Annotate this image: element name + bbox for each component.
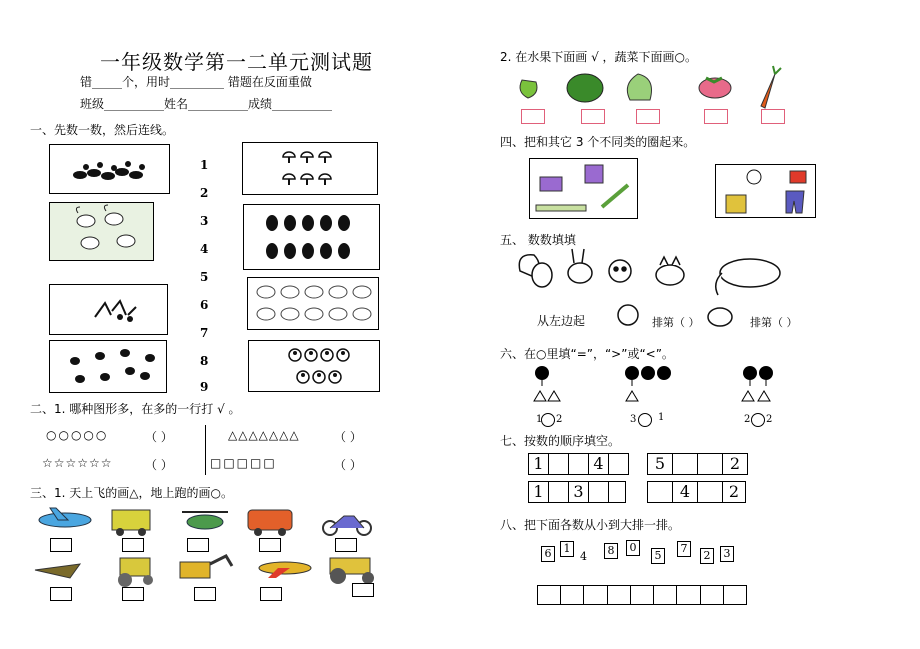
- compare-circle-2[interactable]: [638, 413, 652, 427]
- seq-cell[interactable]: 4: [588, 453, 609, 475]
- answer-box-melon[interactable]: [581, 109, 605, 124]
- seq-cell[interactable]: [672, 453, 698, 475]
- number-9: 9: [200, 380, 209, 394]
- answer-box-peach[interactable]: [704, 109, 728, 124]
- answer-box-cabbage[interactable]: [636, 109, 660, 124]
- bus-icon: [248, 510, 292, 536]
- jet-icon: [259, 562, 311, 578]
- peaches-picture-box: [248, 340, 380, 392]
- mushrooms-picture-box: [242, 142, 378, 195]
- number-card: 5: [651, 548, 665, 564]
- stationery-icon: [530, 159, 637, 218]
- fruit-veg-heading: 2. 在水果下面画 √ ，蔬菜下面画○。: [500, 50, 698, 64]
- glider-icon: [35, 564, 80, 578]
- cat-small-icon: [708, 308, 732, 326]
- ducks-picture-box: [49, 144, 170, 194]
- truck-icon: [112, 510, 150, 536]
- pepper-icon: [520, 80, 537, 98]
- circles-row: ○○○○○: [46, 428, 109, 442]
- panda-rank[interactable]: 排第（ ）: [652, 316, 700, 329]
- birds-icon: [50, 285, 167, 334]
- stars-answer[interactable]: （ ）: [145, 458, 173, 472]
- number-card: 4: [580, 550, 587, 563]
- answer-box-motorcycle[interactable]: [335, 538, 357, 552]
- section-2-heading: 二、1. 哪种图形多，在多的一行打 √ 。: [30, 402, 241, 416]
- number-card: 1: [560, 541, 574, 557]
- triangles-row: △△△△△△△: [228, 428, 300, 442]
- rabbit-icon: [568, 249, 592, 283]
- answer-box-truck[interactable]: [122, 538, 144, 552]
- melon-icon: [567, 74, 603, 102]
- seq-cell[interactable]: [588, 481, 609, 503]
- answer-box-bus[interactable]: [259, 538, 281, 552]
- sorted-answer-cell[interactable]: [631, 586, 654, 604]
- compare-circle-1[interactable]: [541, 413, 555, 427]
- number-card: 8: [604, 543, 618, 559]
- sorted-answer-cell[interactable]: [561, 586, 584, 604]
- section-7-heading: 七、按数的顺序填空。: [500, 434, 621, 448]
- compare-1-right: 2: [556, 414, 563, 425]
- tractor-icon: [330, 558, 374, 584]
- sorted-answer-row: [537, 585, 747, 605]
- seq-cell[interactable]: [608, 481, 626, 503]
- chicks-icon: [50, 341, 166, 392]
- shells-icon: [248, 278, 378, 329]
- from-left-label: 从左边起: [537, 314, 586, 328]
- cat-icon: [656, 257, 684, 285]
- sorted-answer-cell[interactable]: [677, 586, 700, 604]
- answer-box-excavator[interactable]: [194, 587, 216, 601]
- section-6-heading: 六、在○里填“=”，“>”或“<”。: [500, 347, 674, 361]
- number-6: 6: [200, 298, 209, 312]
- sorted-answer-cell[interactable]: [724, 586, 746, 604]
- number-7: 7: [200, 326, 209, 340]
- geese-icon: [50, 203, 153, 260]
- shells-picture-box: [247, 277, 379, 330]
- cat-rank[interactable]: 排第（ ）: [750, 316, 798, 329]
- seq-cell[interactable]: [608, 453, 629, 475]
- answer-box-carrot[interactable]: [761, 109, 785, 124]
- radishes-picture-box: [243, 204, 380, 270]
- compare-3-right: 2: [766, 414, 773, 425]
- compare-2-right: 1: [658, 412, 665, 423]
- answer-box-glider[interactable]: [50, 587, 72, 601]
- compare-circle-3[interactable]: [751, 413, 765, 427]
- ducks-icon: [50, 145, 169, 193]
- seq-cell[interactable]: 5: [647, 453, 673, 475]
- excavator-icon: [180, 556, 232, 578]
- chicks-picture-box: [49, 340, 167, 393]
- radishes-icon: [244, 205, 379, 269]
- peach-icon: [699, 78, 731, 98]
- seq-cell[interactable]: 2: [722, 481, 746, 503]
- fruit-veg-illustration: [510, 66, 790, 106]
- number-card: 0: [626, 540, 640, 556]
- mushrooms-icon: [243, 143, 377, 194]
- number-4: 4: [200, 242, 209, 256]
- compare-shapes: [520, 365, 780, 413]
- number-3: 3: [200, 214, 209, 228]
- number-2: 2: [200, 186, 209, 200]
- answer-box-jet[interactable]: [260, 587, 282, 601]
- number-card: 6: [541, 546, 555, 562]
- header-error-line: 错_____个，用时_________ 错题在反面重做: [80, 75, 312, 89]
- number-card: 2: [700, 548, 714, 564]
- clothes-ball-picture-box: [715, 164, 816, 218]
- airplane-icon: [39, 508, 91, 527]
- seq-cell[interactable]: [697, 453, 723, 475]
- seq-cell[interactable]: 1: [528, 453, 549, 475]
- seq-cell[interactable]: [568, 453, 589, 475]
- section-2-divider: [205, 425, 206, 475]
- sorted-answer-cell[interactable]: [654, 586, 677, 604]
- header-student-line: 班级__________姓名__________成绩__________: [80, 97, 333, 111]
- section-3-heading: 三、1. 天上飞的画△，地上跑的画○。: [30, 486, 233, 500]
- seq-cell[interactable]: [548, 453, 569, 475]
- seq-cell[interactable]: 4: [672, 481, 698, 503]
- clothes-ball-icon: [716, 165, 815, 217]
- section-5-heading: 五、 数数填填: [500, 233, 576, 247]
- stationery-picture-box: [529, 158, 638, 219]
- carrot-icon: [761, 66, 781, 108]
- page-title: 一年级数学第一二单元测试题: [100, 50, 373, 74]
- section-4-heading: 四、把和其它 3 个不同类的圈起来。: [500, 135, 696, 149]
- number-8: 8: [200, 354, 209, 368]
- squirrel-icon: [519, 255, 552, 287]
- seq-cell[interactable]: 1: [528, 481, 549, 503]
- number-5: 5: [200, 270, 209, 284]
- cabbage-icon: [627, 74, 651, 100]
- sorted-answer-cell[interactable]: [608, 586, 631, 604]
- compare-2-left: 3: [630, 414, 637, 425]
- answer-box-tractor[interactable]: [352, 583, 374, 597]
- answer-box-helicopter[interactable]: [187, 538, 209, 552]
- number-card: 3: [720, 546, 734, 562]
- answer-box-airplane[interactable]: [50, 538, 72, 552]
- seq-cell[interactable]: [548, 481, 569, 503]
- elephant-icon: [716, 259, 780, 295]
- seq-cell[interactable]: 3: [568, 481, 589, 503]
- triangles-answer[interactable]: （ ）: [334, 430, 362, 444]
- circles-answer[interactable]: （ ）: [145, 430, 173, 444]
- answer-box-roller[interactable]: [122, 587, 144, 601]
- geese-picture-box: [49, 202, 154, 261]
- seq-cell[interactable]: [647, 481, 673, 503]
- section-1-heading: 一、先数一数，然后连线。: [30, 123, 175, 137]
- motorcycle-icon: [323, 516, 371, 535]
- seq-cell[interactable]: [697, 481, 723, 503]
- seq-cell[interactable]: 2: [722, 453, 748, 475]
- answer-box-pepper[interactable]: [521, 109, 545, 124]
- number-card: 7: [677, 541, 691, 557]
- squares-row: □□□□□: [210, 456, 277, 470]
- roller-icon: [118, 558, 153, 587]
- section-8-heading: 八、把下面各数从小到大排一排。: [500, 518, 681, 532]
- stars-row: ☆☆☆☆☆☆: [42, 456, 113, 470]
- helicopter-icon: [182, 512, 228, 529]
- compare-3-left: 2: [744, 414, 751, 425]
- compare-1-left: 1: [536, 414, 543, 425]
- peaches-icon: [249, 341, 379, 391]
- sorted-answer-cell[interactable]: [538, 586, 561, 604]
- birds-picture-box: [49, 284, 168, 335]
- number-1: 1: [200, 158, 209, 172]
- panda-icon: [609, 260, 631, 282]
- squares-answer[interactable]: （ ）: [334, 458, 362, 472]
- sorted-answer-cell[interactable]: [584, 586, 607, 604]
- panda-small-icon: [618, 305, 638, 325]
- sorted-answer-cell[interactable]: [701, 586, 724, 604]
